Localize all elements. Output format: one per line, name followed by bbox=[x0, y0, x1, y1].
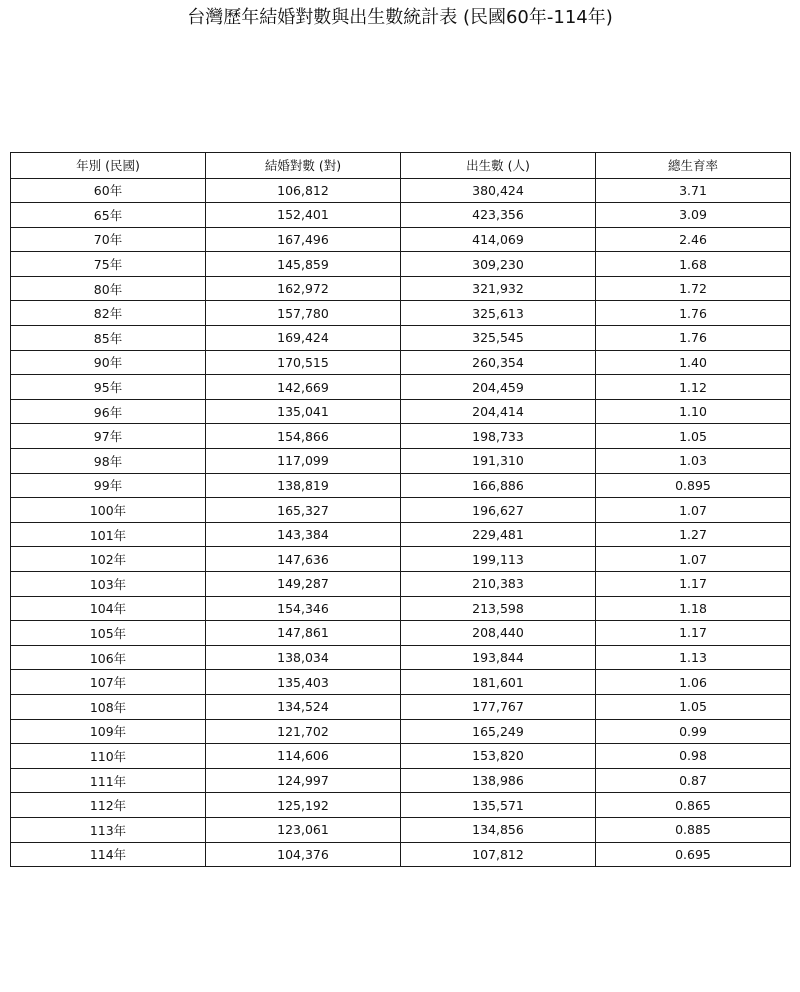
table-row bbox=[11, 572, 791, 597]
cell-births: 380,424 bbox=[401, 178, 596, 203]
cell-year: 102年 bbox=[11, 547, 206, 572]
cell-marriages: 147,636 bbox=[206, 547, 401, 572]
table-row bbox=[11, 596, 791, 621]
cell-births: 423,356 bbox=[401, 203, 596, 228]
cell-fertility-rate: 1.12 bbox=[596, 375, 791, 400]
cell-marriages: 138,034 bbox=[206, 645, 401, 670]
cell-marriages: 149,287 bbox=[206, 572, 401, 597]
cell-year: 103年 bbox=[11, 572, 206, 597]
cell-births: 177,767 bbox=[401, 694, 596, 719]
cell-marriages: 154,866 bbox=[206, 424, 401, 449]
cell-marriages: 135,041 bbox=[206, 399, 401, 424]
cell-year: 85年 bbox=[11, 326, 206, 351]
cell-fertility-rate: 1.13 bbox=[596, 645, 791, 670]
header-fertility-rate: 總生育率 bbox=[596, 153, 791, 179]
cell-births: 166,886 bbox=[401, 473, 596, 498]
cell-fertility-rate: 3.71 bbox=[596, 178, 791, 203]
cell-fertility-rate: 1.07 bbox=[596, 547, 791, 572]
table-row bbox=[11, 645, 791, 670]
cell-births: 210,383 bbox=[401, 572, 596, 597]
cell-year: 101年 bbox=[11, 522, 206, 547]
table-row bbox=[11, 424, 791, 449]
cell-births: 193,844 bbox=[401, 645, 596, 670]
cell-births: 321,932 bbox=[401, 276, 596, 301]
table-row bbox=[11, 301, 791, 326]
table-row bbox=[11, 227, 791, 252]
cell-fertility-rate: 1.27 bbox=[596, 522, 791, 547]
cell-fertility-rate: 1.10 bbox=[596, 399, 791, 424]
cell-year: 70年 bbox=[11, 227, 206, 252]
cell-fertility-rate: 1.17 bbox=[596, 621, 791, 646]
cell-year: 96年 bbox=[11, 399, 206, 424]
cell-marriages: 121,702 bbox=[206, 719, 401, 744]
cell-year: 95年 bbox=[11, 375, 206, 400]
cell-fertility-rate: 1.07 bbox=[596, 498, 791, 523]
cell-year: 75年 bbox=[11, 252, 206, 277]
cell-fertility-rate: 2.46 bbox=[596, 227, 791, 252]
cell-marriages: 142,669 bbox=[206, 375, 401, 400]
cell-year: 106年 bbox=[11, 645, 206, 670]
cell-births: 199,113 bbox=[401, 547, 596, 572]
cell-marriages: 170,515 bbox=[206, 350, 401, 375]
cell-births: 198,733 bbox=[401, 424, 596, 449]
cell-fertility-rate: 1.06 bbox=[596, 670, 791, 695]
cell-births: 135,571 bbox=[401, 793, 596, 818]
cell-year: 111年 bbox=[11, 768, 206, 793]
cell-year: 80年 bbox=[11, 276, 206, 301]
table-row bbox=[11, 276, 791, 301]
cell-fertility-rate: 1.72 bbox=[596, 276, 791, 301]
cell-marriages: 143,384 bbox=[206, 522, 401, 547]
cell-fertility-rate: 1.76 bbox=[596, 326, 791, 351]
cell-fertility-rate: 0.695 bbox=[596, 842, 791, 867]
cell-year: 107年 bbox=[11, 670, 206, 695]
cell-fertility-rate: 0.99 bbox=[596, 719, 791, 744]
cell-year: 97年 bbox=[11, 424, 206, 449]
cell-marriages: 117,099 bbox=[206, 449, 401, 474]
cell-births: 229,481 bbox=[401, 522, 596, 547]
cell-births: 213,598 bbox=[401, 596, 596, 621]
cell-fertility-rate: 1.03 bbox=[596, 449, 791, 474]
cell-births: 153,820 bbox=[401, 744, 596, 769]
table-row bbox=[11, 449, 791, 474]
cell-births: 204,459 bbox=[401, 375, 596, 400]
cell-year: 109年 bbox=[11, 719, 206, 744]
cell-marriages: 114,606 bbox=[206, 744, 401, 769]
page-title: 台灣歷年結婚對數與出生數統計表 (民國60年-114年) bbox=[187, 7, 613, 28]
cell-year: 108年 bbox=[11, 694, 206, 719]
table-header-row bbox=[11, 153, 791, 179]
cell-births: 208,440 bbox=[401, 621, 596, 646]
cell-fertility-rate: 1.40 bbox=[596, 350, 791, 375]
cell-marriages: 145,859 bbox=[206, 252, 401, 277]
cell-year: 99年 bbox=[11, 473, 206, 498]
cell-year: 104年 bbox=[11, 596, 206, 621]
cell-fertility-rate: 1.18 bbox=[596, 596, 791, 621]
cell-fertility-rate: 1.05 bbox=[596, 694, 791, 719]
cell-births: 134,856 bbox=[401, 817, 596, 842]
cell-births: 165,249 bbox=[401, 719, 596, 744]
cell-births: 325,613 bbox=[401, 301, 596, 326]
cell-births: 138,986 bbox=[401, 768, 596, 793]
cell-year: 60年 bbox=[11, 178, 206, 203]
table-row bbox=[11, 375, 791, 400]
cell-year: 114年 bbox=[11, 842, 206, 867]
cell-fertility-rate: 0.865 bbox=[596, 793, 791, 818]
header-year: 年別 (民國) bbox=[11, 153, 206, 179]
cell-marriages: 135,403 bbox=[206, 670, 401, 695]
table-row bbox=[11, 670, 791, 695]
cell-marriages: 162,972 bbox=[206, 276, 401, 301]
cell-marriages: 134,524 bbox=[206, 694, 401, 719]
table-row bbox=[11, 522, 791, 547]
table-row bbox=[11, 793, 791, 818]
cell-marriages: 165,327 bbox=[206, 498, 401, 523]
table-body bbox=[11, 178, 791, 867]
table-row bbox=[11, 719, 791, 744]
cell-year: 90年 bbox=[11, 350, 206, 375]
cell-births: 309,230 bbox=[401, 252, 596, 277]
cell-marriages: 154,346 bbox=[206, 596, 401, 621]
cell-fertility-rate: 1.68 bbox=[596, 252, 791, 277]
table-row bbox=[11, 694, 791, 719]
cell-marriages: 124,997 bbox=[206, 768, 401, 793]
cell-marriages: 147,861 bbox=[206, 621, 401, 646]
cell-marriages: 167,496 bbox=[206, 227, 401, 252]
cell-fertility-rate: 0.98 bbox=[596, 744, 791, 769]
cell-marriages: 104,376 bbox=[206, 842, 401, 867]
cell-marriages: 157,780 bbox=[206, 301, 401, 326]
cell-marriages: 125,192 bbox=[206, 793, 401, 818]
cell-fertility-rate: 1.17 bbox=[596, 572, 791, 597]
cell-births: 191,310 bbox=[401, 449, 596, 474]
table-row bbox=[11, 326, 791, 351]
cell-births: 414,069 bbox=[401, 227, 596, 252]
cell-year: 112年 bbox=[11, 793, 206, 818]
table-row bbox=[11, 768, 791, 793]
header-births: 出生數 (人) bbox=[401, 153, 596, 179]
cell-marriages: 106,812 bbox=[206, 178, 401, 203]
cell-year: 110年 bbox=[11, 744, 206, 769]
cell-year: 113年 bbox=[11, 817, 206, 842]
cell-marriages: 138,819 bbox=[206, 473, 401, 498]
cell-fertility-rate: 0.87 bbox=[596, 768, 791, 793]
cell-births: 181,601 bbox=[401, 670, 596, 695]
cell-year: 82年 bbox=[11, 301, 206, 326]
table-row bbox=[11, 178, 791, 203]
table-row bbox=[11, 498, 791, 523]
cell-year: 65年 bbox=[11, 203, 206, 228]
table-row bbox=[11, 252, 791, 277]
header-marriages: 結婚對數 (對) bbox=[206, 153, 401, 179]
table-row bbox=[11, 203, 791, 228]
statistics-table bbox=[10, 152, 791, 867]
cell-marriages: 169,424 bbox=[206, 326, 401, 351]
cell-year: 105年 bbox=[11, 621, 206, 646]
cell-fertility-rate: 1.05 bbox=[596, 424, 791, 449]
table-row bbox=[11, 350, 791, 375]
cell-fertility-rate: 0.895 bbox=[596, 473, 791, 498]
cell-year: 100年 bbox=[11, 498, 206, 523]
cell-births: 196,627 bbox=[401, 498, 596, 523]
table-row bbox=[11, 817, 791, 842]
cell-births: 325,545 bbox=[401, 326, 596, 351]
table-row bbox=[11, 842, 791, 867]
cell-marriages: 152,401 bbox=[206, 203, 401, 228]
cell-fertility-rate: 1.76 bbox=[596, 301, 791, 326]
cell-births: 204,414 bbox=[401, 399, 596, 424]
cell-births: 260,354 bbox=[401, 350, 596, 375]
table-row bbox=[11, 621, 791, 646]
table-row bbox=[11, 547, 791, 572]
cell-fertility-rate: 3.09 bbox=[596, 203, 791, 228]
cell-births: 107,812 bbox=[401, 842, 596, 867]
cell-marriages: 123,061 bbox=[206, 817, 401, 842]
table-row bbox=[11, 399, 791, 424]
table-row bbox=[11, 744, 791, 769]
cell-fertility-rate: 0.885 bbox=[596, 817, 791, 842]
table-row bbox=[11, 473, 791, 498]
cell-year: 98年 bbox=[11, 449, 206, 474]
